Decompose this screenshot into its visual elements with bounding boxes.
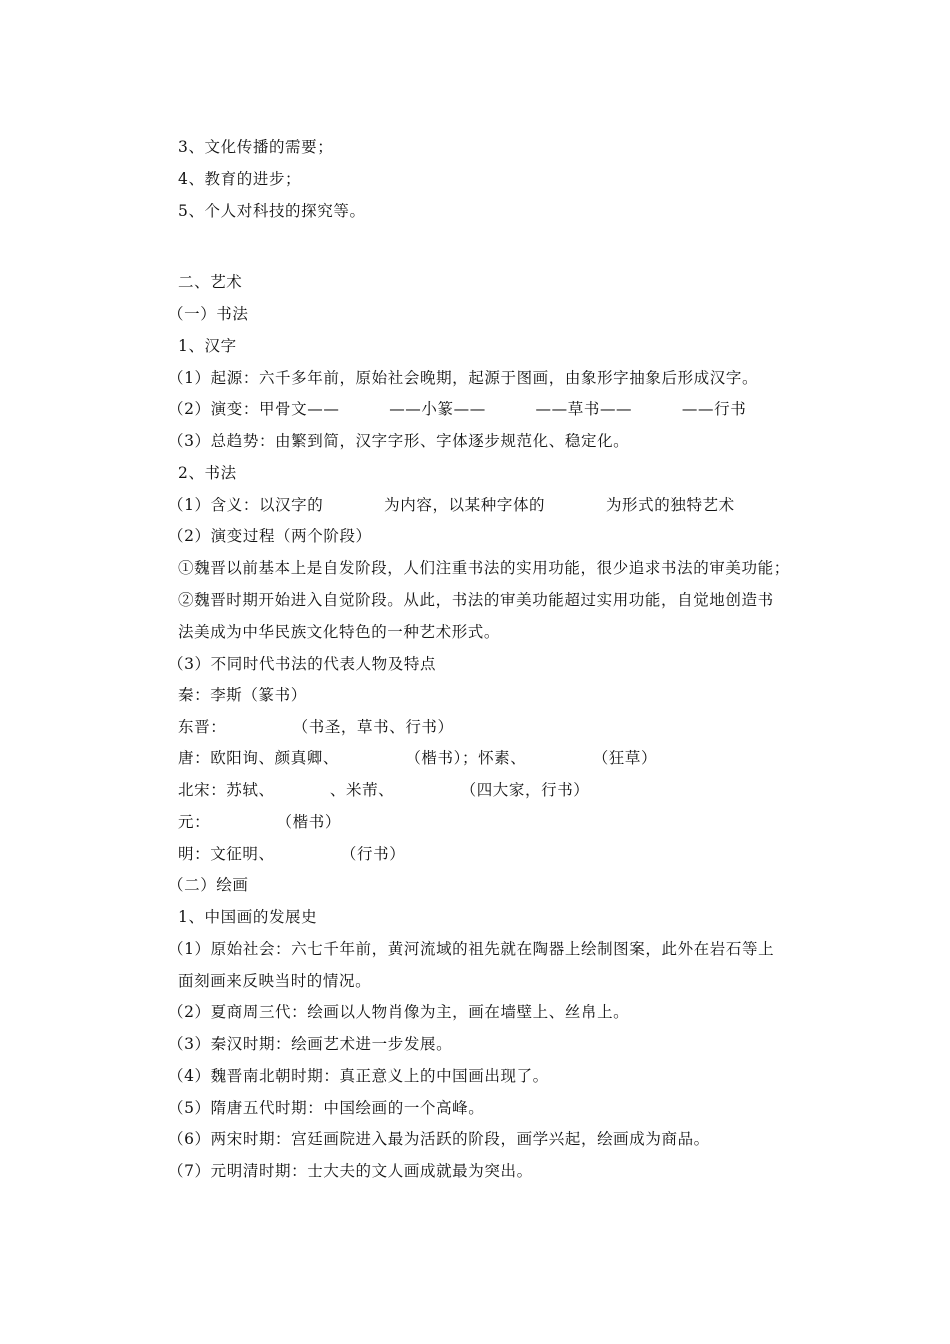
section-heading: 二、艺术: [178, 273, 243, 291]
text-line: 法美成为中华民族文化特色的一种艺术形式。: [178, 623, 501, 641]
text-line: ①魏晋以前基本上是自发阶段，人们注重书法的实用功能，很少追求书法的审美功能；: [178, 559, 790, 577]
text-line: 秦：李斯（篆书）: [178, 686, 307, 704]
subsection-heading: （一）书法: [168, 305, 249, 323]
text-line: 3、文化传播的需要；: [178, 138, 334, 156]
text-line: （1）含义：以汉字的 为内容，以某种字体的 为形式的独特艺术: [168, 496, 735, 514]
text-line: 1、汉字: [178, 337, 237, 355]
text-line: 元： （楷书）: [178, 813, 341, 831]
text-line: 1、中国画的发展史: [178, 908, 318, 926]
text-line: （1）起源：六千多年前，原始社会晚期，起源于图画，由象形字抽象后形成汉字。: [168, 369, 759, 387]
text-line: （3）秦汉时期：绘画艺术进一步发展。: [168, 1035, 453, 1053]
text-line: （2）夏商周三代：绘画以人物肖像为主，画在墙壁上、丝帛上。: [168, 1003, 630, 1021]
text-line: （2）演变过程（两个阶段）: [168, 527, 372, 545]
text-line: 5、个人对科技的探究等。: [178, 202, 366, 220]
subsection-heading: （二）绘画: [168, 876, 249, 894]
text-line: （1）原始社会：六七千年前，黄河流域的祖先就在陶器上绘制图案，此外在岩石等上: [168, 940, 775, 958]
text-line: 唐：欧阳询、颜真卿、 （楷书）；怀素、 （狂草）: [178, 749, 658, 767]
text-line: 4、教育的进步；: [178, 170, 302, 188]
text-line: 2、书法: [178, 464, 237, 482]
text-line: 北宋：苏轼、 、米芾、 （四大家，行书）: [178, 781, 590, 799]
text-line: （7）元明清时期：士大夫的文人画成就最为突出。: [168, 1162, 533, 1180]
text-line: （4）魏晋南北朝时期：真正意义上的中国画出现了。: [168, 1067, 549, 1085]
text-line: （2）演变：甲骨文—— ——小篆—— ——草书—— ——行书: [168, 400, 747, 418]
text-line: （6）两宋时期：宫廷画院进入最为活跃的阶段，画学兴起，绘画成为商品。: [168, 1130, 710, 1148]
text-line: 面刻画来反映当时的情况。: [178, 972, 372, 990]
text-line: 明：文征明、 （行书）: [178, 845, 406, 863]
text-line: ②魏晋时期开始进入自觉阶段。从此，书法的审美功能超过实用功能，自觉地创造书: [178, 591, 774, 609]
text-line: （3）总趋势：由繁到简，汉字字形、字体逐步规范化、稳定化。: [168, 432, 630, 450]
text-line: （3）不同时代书法的代表人物及特点: [168, 655, 437, 673]
text-line: 东晋： （书圣，草书、行书）: [178, 718, 454, 736]
text-line: （5）隋唐五代时期：中国绘画的一个高峰。: [168, 1099, 485, 1117]
